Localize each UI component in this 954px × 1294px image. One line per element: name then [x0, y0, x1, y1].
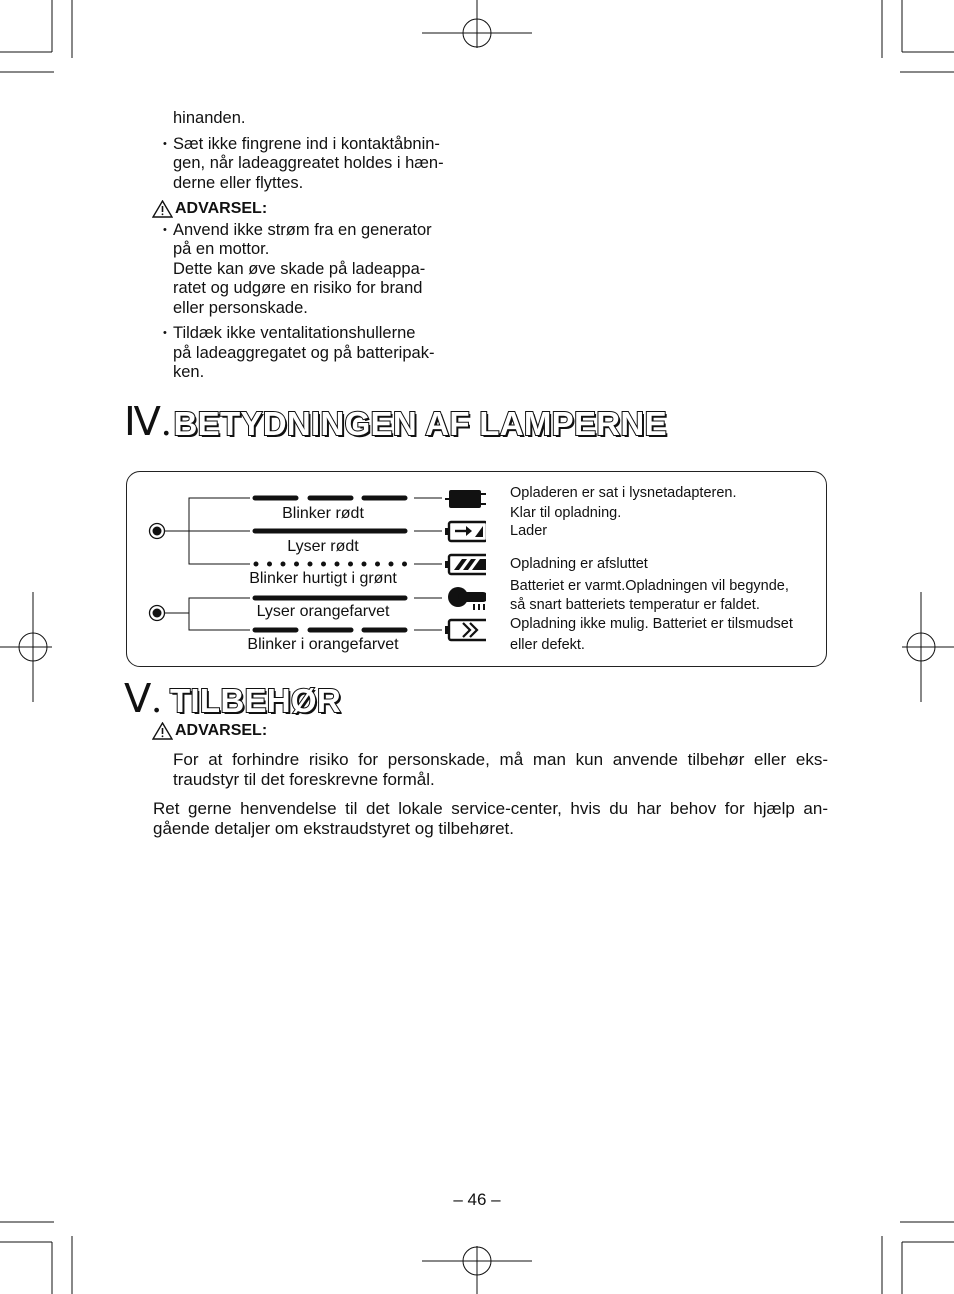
lamp-label: Blinker rødt	[282, 505, 364, 522]
plug-icon	[445, 490, 486, 508]
page-number: – 46 –	[453, 1190, 501, 1209]
lamp-description: så snart batteriets temperatur er faldet.	[510, 597, 760, 613]
full-battery-icon	[445, 555, 486, 574]
warning-heading: ADVARSEL:	[152, 199, 462, 219]
section-heading: Ⅳ.BETYDNINGEN AF LAMPERNE	[124, 399, 667, 444]
indicator-lamp-icon	[150, 524, 165, 621]
lamp-description: Opladning ikke mulig. Batteriet er tilsmudset	[510, 616, 793, 632]
defective-battery-icon	[445, 620, 486, 640]
lamp-description: eller defekt.	[510, 637, 585, 653]
rapid-blink-dots	[254, 562, 408, 567]
warning-triangle-icon	[152, 722, 173, 740]
top-text-column	[152, 109, 462, 389]
lamp-label: Lyser rødt	[287, 538, 359, 555]
bullet-item: • Sæt ikke fingrene ind i kontaktåbnin- gen, når ladeaggreatet holdes i hæn- derne eller flyttes.	[163, 134, 444, 192]
lamp-label: Lyser orangefarvet	[256, 603, 390, 620]
warning-heading: ADVARSEL:	[152, 722, 267, 740]
thermometer-icon	[448, 587, 486, 610]
charging-battery-icon	[445, 522, 486, 541]
service-text: Ret gerne henvendelse til det lokale service-center, hvis du har behov for hjælp an- gående detaljer om ekstraudstyret og tilbehøret.	[153, 799, 828, 838]
bullet-item: • Tildæk ikke ventalitationshullerne på ladeaggregatet og på batteripak- ken.	[163, 324, 435, 381]
warning-triangle-icon	[152, 200, 173, 218]
warning-text: For at forhindre risiko for personskade, må man kun anvende tilbehør eller eks- traudstyr til det foreskrevne formål.	[173, 750, 828, 789]
lamp-description: Klar til opladning.	[510, 505, 622, 521]
lamp-description: Opladning er afsluttet	[510, 556, 648, 572]
lamp-description: Opladeren er sat i lysnetadapteren.	[510, 485, 737, 501]
lamp-label: Blinker hurtigt i grønt	[249, 570, 397, 587]
lamp-description: Lader	[510, 523, 548, 539]
section-heading: Ⅴ. TILBEHØR	[124, 676, 342, 721]
bullet-item: • Anvend ikke strøm fra en generator på en mottor. Dette kan øve skade på ladeappa- ratet og udgøre en risiko for brand eller personskade.	[163, 220, 432, 317]
continuation-text: hinanden.	[173, 109, 246, 127]
lamp-label: Blinker i orangefarvet	[247, 636, 399, 653]
lamp-description: Batteriet er varmt.Opladningen vil begynde,	[510, 578, 789, 594]
